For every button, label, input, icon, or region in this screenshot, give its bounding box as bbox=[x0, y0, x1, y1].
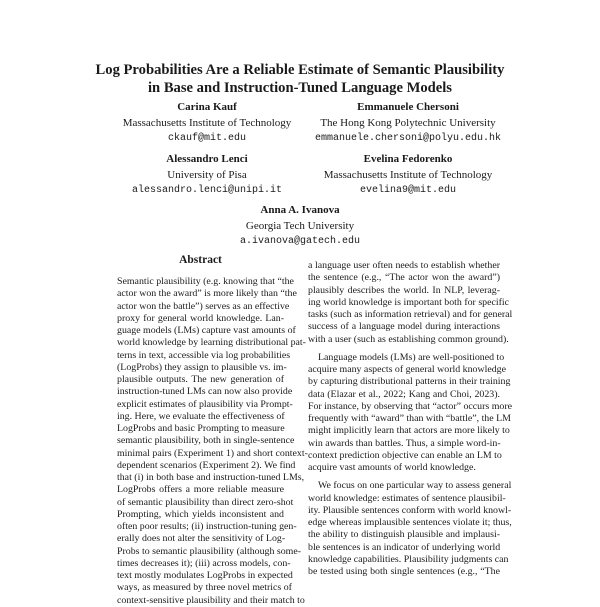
abstract-line: plausible outputs. The new generation of bbox=[117, 374, 284, 385]
author-email[interactable]: evelina9@mit.edu bbox=[359, 185, 456, 196]
title-line: in Base and Instruction-Tuned Language Models bbox=[148, 80, 452, 96]
paragraph-line: world knowledge: estimates of sentence plausibil- bbox=[308, 492, 506, 504]
author-email[interactable]: emmanuele.chersoni@polyu.edu.hk bbox=[314, 133, 502, 144]
paragraph-line: tasks (such as information retrieval) and for general bbox=[308, 309, 513, 320]
abstract-line: LogProbs offers a more reliable measure bbox=[117, 484, 284, 496]
paragraph-line: frequently with “award” than with “battle”, the LM bbox=[308, 413, 511, 424]
abstract-line: often poor results; (ii) instruction-tuning gen- bbox=[117, 521, 297, 532]
author-affiliation: Massachusetts Institute of Technology bbox=[122, 117, 292, 129]
abstract-line: actor won the award” is more likely than “the bbox=[117, 288, 297, 300]
abstract-line: dependent scenarios (Experiment 2). We find bbox=[117, 459, 296, 471]
abstract-line: Prompting, which yields inconsistent and bbox=[117, 508, 284, 520]
author-affiliation: Georgia Tech University bbox=[245, 220, 355, 232]
abstract-line: text mostly modulates LogProbs in expected bbox=[117, 570, 293, 581]
abstract-text bbox=[117, 276, 308, 607]
abstract-line: LogProbs and basic Prompting to measure bbox=[117, 423, 285, 434]
paragraph-line: Language models (LMs) are well-positioned to bbox=[318, 351, 505, 363]
author-affiliation: The Hong Kong Polytechnic University bbox=[320, 117, 496, 129]
paragraph-line: data (Elazar et al., 2022; Kang and Choi, 2023). bbox=[308, 388, 500, 400]
abstract-line: times decreases it); (iii) across models, con- bbox=[117, 557, 291, 569]
author-block bbox=[283, 99, 533, 147]
body-text-right-column bbox=[308, 260, 513, 578]
paragraph-line: success of a language model during interactions bbox=[308, 321, 500, 333]
paper-title bbox=[0, 61, 600, 97]
abstract-line: proxy for general world knowledge. Lan- bbox=[117, 312, 284, 324]
abstract-line: that (i) in both base and instruction-tuned LMs, bbox=[117, 472, 305, 483]
paragraph-line: acquire many aspects of general world knowledge bbox=[308, 364, 506, 375]
author-name: Alessandro Lenci bbox=[166, 153, 248, 165]
author-affiliation: University of Pisa bbox=[167, 169, 247, 181]
abstract-line: explicit estimates of plausibility via Prompt- bbox=[117, 398, 293, 410]
paragraph-line: might implicitly learn that actors are more likely to bbox=[308, 425, 510, 437]
paragraph-line: by capturing distributional patterns in their training bbox=[308, 376, 511, 388]
abstract-line: context-sensitive plausibility and their match to bbox=[117, 594, 305, 606]
abstract-line: of semantic plausibility than direct zero-shot bbox=[117, 496, 294, 508]
paragraph-line: ity. Plausible sentences conform with world knowl- bbox=[308, 504, 512, 516]
paragraph-line: a language user often needs to establish whether bbox=[308, 260, 500, 271]
title-line: Log Probabilities Are a Reliable Estimate of Semantic Plausibility bbox=[95, 62, 505, 78]
paragraph-line: context prediction objective can enable an LM to bbox=[308, 449, 502, 461]
abstract-line: (LogProbs) they assign to plausible vs. im- bbox=[117, 361, 287, 373]
abstract-line: Probs to semantic plausibility (although some- bbox=[117, 545, 302, 557]
abstract-line: terns in text, accessible via log probabilities bbox=[117, 349, 291, 361]
paragraph-line: ing world knowledge is important both for specific bbox=[308, 296, 510, 308]
abstract-line: world knowledge by learning distributional pat- bbox=[117, 337, 306, 349]
author-email[interactable]: a.ivanova@gatech.edu bbox=[239, 236, 361, 247]
abstract-line: ing. Here, we evaluate the effectiveness of bbox=[117, 410, 285, 422]
paragraph-line: ble sentences is an indicator of underlying world bbox=[308, 541, 501, 553]
abstract-line: Semantic plausibility (e.g. knowing that “the bbox=[117, 276, 294, 287]
author-name: Carina Kauf bbox=[177, 101, 237, 113]
paragraph-line: For instance, by observing that “actor” occurs more bbox=[308, 400, 513, 412]
paragraph-line: plausibly describes the world. In NLP, leverag- bbox=[308, 284, 500, 296]
paragraph-line: acquire vast amounts of world knowledge. bbox=[308, 462, 476, 473]
abstract-heading: Abstract bbox=[179, 254, 222, 266]
paragraph-line: the sentence (e.g., “The actor won the award”) bbox=[308, 272, 500, 284]
paragraph-line: edge whereas implausible sentences violate it; thus, bbox=[308, 517, 512, 528]
author-email[interactable]: ckauf@mit.edu bbox=[167, 133, 246, 144]
paragraph-line: knowledge capabilities. Plausibility judgments can bbox=[308, 553, 509, 565]
author-affiliation: Massachusetts Institute of Technology bbox=[323, 169, 493, 181]
author-name: Emmanuele Chersoni bbox=[357, 101, 459, 113]
abstract-line: ways, as measured by three novel metrics of bbox=[117, 582, 292, 594]
author-name: Evelina Fedorenko bbox=[363, 153, 453, 165]
abstract-line: guage models (LMs) capture vast amounts of bbox=[117, 325, 296, 336]
abstract-line: minimal pairs (Experiment 1) and short context- bbox=[117, 447, 308, 459]
abstract-line: erally does not alter the sensitivity of Log- bbox=[117, 533, 286, 545]
paragraph-line: We focus on one particular way to assess general bbox=[318, 480, 512, 492]
abstract-line: instruction-tuned LMs can now also provide bbox=[117, 386, 293, 398]
paragraph-line: with a user (such as establishing common ground). bbox=[308, 333, 509, 345]
abstract-line: semantic plausibility, both in single-sentence bbox=[117, 435, 295, 447]
paragraph-line: the ability to distinguish plausible and implausi- bbox=[308, 529, 500, 541]
author-name: Anna A. Ivanova bbox=[260, 204, 340, 216]
author-email[interactable]: alessandro.lenci@unipi.it bbox=[131, 185, 283, 196]
paragraph-line: be tested using both single sentences (e.g., “The bbox=[308, 566, 500, 577]
abstract-line: actor won the battle”) serves as an effective bbox=[117, 300, 290, 312]
author-block bbox=[180, 202, 420, 250]
author-block bbox=[283, 151, 533, 199]
paragraph-line: win awards than battles. Thus, a simple word-in- bbox=[308, 437, 501, 449]
